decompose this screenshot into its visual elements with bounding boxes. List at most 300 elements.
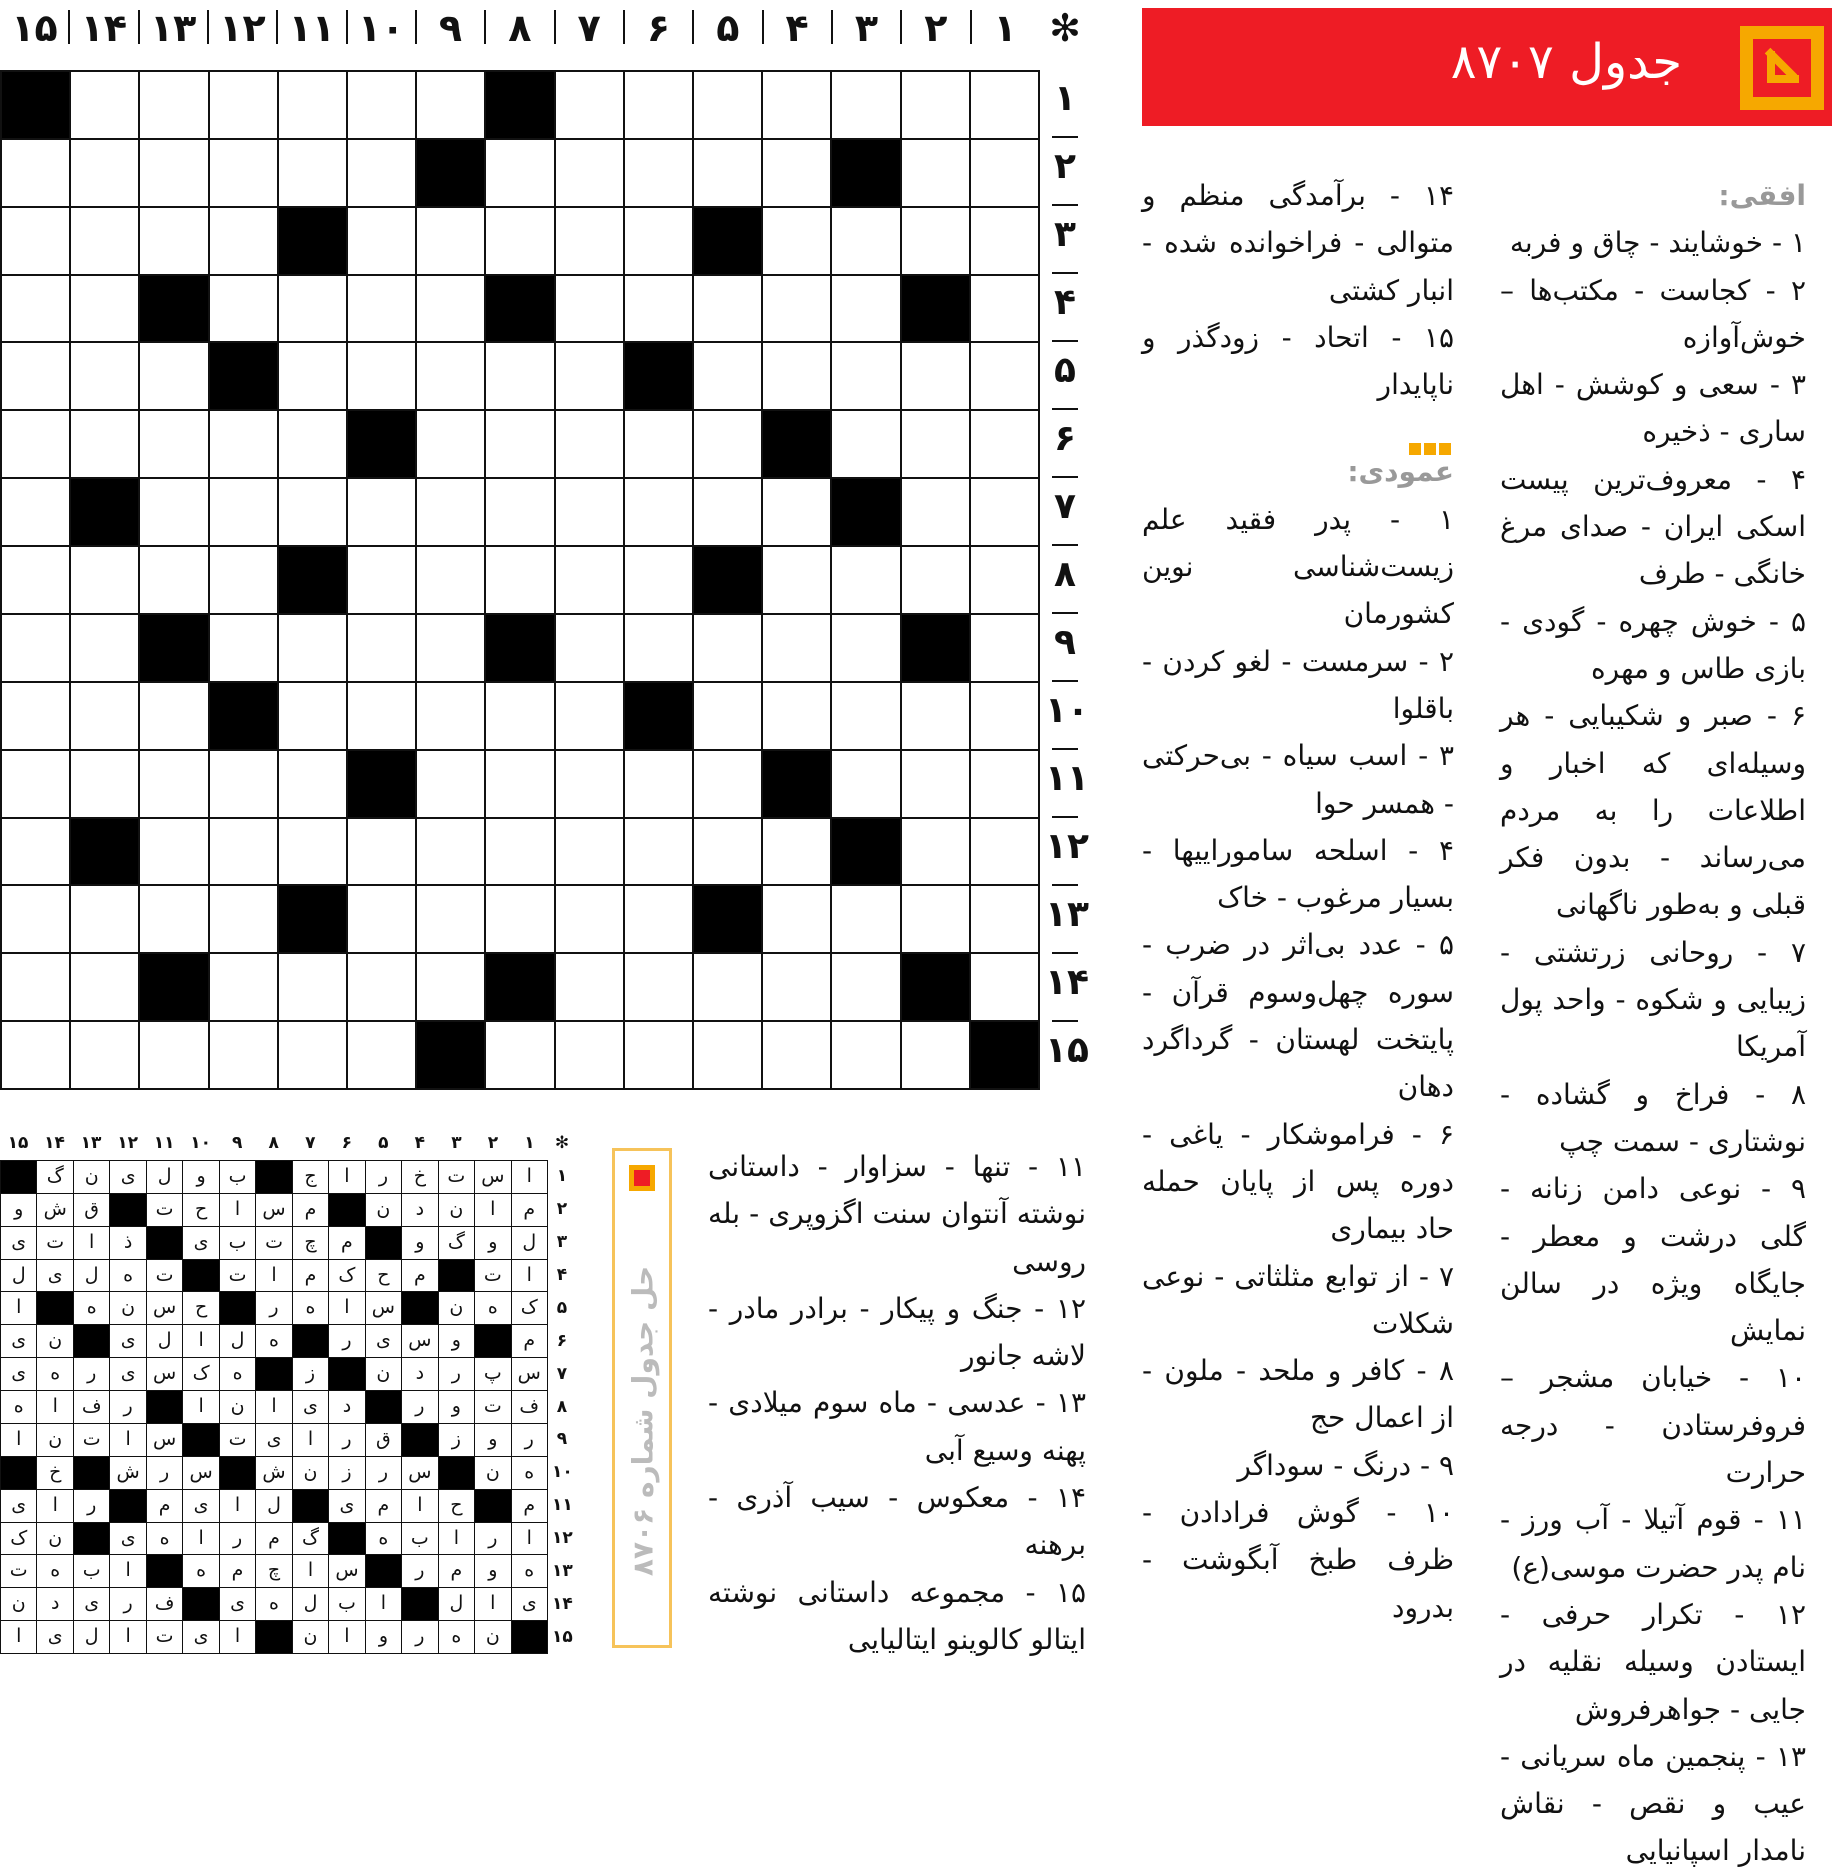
solution-cell: ا bbox=[74, 1227, 110, 1260]
clue: ۲ - کجاست - مکتب‌ها – خوش‌آوازه bbox=[1500, 273, 1806, 354]
solution-cell bbox=[183, 1588, 219, 1621]
across-heading: افقی: bbox=[1718, 179, 1806, 212]
grid-cell bbox=[417, 72, 486, 140]
solution-cell: ی bbox=[37, 1260, 73, 1293]
solution-cell: ه bbox=[147, 1523, 183, 1556]
solution-cell: ه bbox=[37, 1358, 73, 1391]
grid-cell bbox=[625, 208, 694, 276]
grid-cell bbox=[625, 72, 694, 140]
grid-cell bbox=[279, 886, 348, 954]
grid-cell bbox=[694, 343, 763, 411]
grid-cell bbox=[348, 547, 417, 615]
column-separator bbox=[692, 10, 694, 44]
solution-cell: خ bbox=[37, 1457, 73, 1490]
grid-cell bbox=[348, 72, 417, 140]
column-separator bbox=[276, 10, 278, 44]
clue: ۳ - سعی و کوشش - اهل ساری - ذخیره bbox=[1500, 368, 1806, 449]
solution-cell: ن bbox=[74, 1161, 110, 1194]
column-separator bbox=[762, 10, 764, 44]
solution-cell: ت bbox=[147, 1194, 183, 1227]
grid-cell bbox=[971, 411, 1040, 479]
solution-cell: ذ bbox=[110, 1227, 146, 1260]
grid-cell bbox=[2, 208, 71, 276]
solution-cell: و bbox=[1, 1194, 37, 1227]
grid-cell bbox=[279, 954, 348, 1022]
solution-cell bbox=[1, 1161, 37, 1194]
solution-label: حل جدول شماره ۸۷۰۶ bbox=[626, 1265, 660, 1577]
solution-cell: ا bbox=[220, 1621, 256, 1654]
row-number: ۱۲ bbox=[1045, 826, 1089, 867]
solution-cell: م bbox=[256, 1523, 292, 1556]
grid-cell bbox=[279, 479, 348, 547]
row-separator bbox=[1052, 816, 1078, 818]
grid-cell bbox=[902, 1022, 971, 1090]
row-number: ۷ bbox=[1054, 486, 1076, 527]
clue: ۱۵ - اتحاد - زودگذر و ناپایدار bbox=[1142, 320, 1454, 402]
column-number: ۲ bbox=[924, 6, 948, 50]
grid-cell bbox=[971, 751, 1040, 819]
solution-row-number: ۱۳ bbox=[552, 1561, 573, 1582]
grid-cell bbox=[2, 886, 71, 954]
grid-cell bbox=[348, 954, 417, 1022]
grid-cell bbox=[625, 479, 694, 547]
solution-cell: ا bbox=[1, 1621, 37, 1654]
grid-cell bbox=[556, 615, 625, 683]
solution-cell bbox=[256, 1358, 292, 1391]
grid-cell bbox=[417, 547, 486, 615]
grid-cell bbox=[971, 615, 1040, 683]
solution-cell: گ bbox=[293, 1523, 329, 1556]
clue: ۱۱ - تنها - سزاوار - داستانی نوشته آنتوان سنت اگزوپری - بله روسی bbox=[708, 1150, 1086, 1278]
solution-cell: ت bbox=[74, 1424, 110, 1457]
grid-cell bbox=[71, 1022, 140, 1090]
solution-cell: س bbox=[183, 1457, 219, 1490]
grid-cell bbox=[71, 547, 140, 615]
row-number: ۶ bbox=[1054, 418, 1076, 459]
column-number: ۱۲ bbox=[219, 6, 266, 50]
solution-cell: ر bbox=[512, 1424, 548, 1457]
grid-cell bbox=[902, 479, 971, 547]
grid-cell bbox=[486, 140, 555, 208]
grid-cell bbox=[279, 140, 348, 208]
solution-cell bbox=[220, 1457, 256, 1490]
grid-cell bbox=[348, 886, 417, 954]
solution-cell: ن bbox=[1, 1588, 37, 1621]
grid-cell bbox=[210, 208, 279, 276]
solution-cell: ر bbox=[256, 1292, 292, 1325]
solution-label-box bbox=[612, 1148, 672, 1648]
grid-cell bbox=[694, 1022, 763, 1090]
solution-cell: ن bbox=[475, 1621, 511, 1654]
column-separator bbox=[623, 10, 625, 44]
column-number: ۴ bbox=[785, 6, 809, 50]
solution-cell: ق bbox=[366, 1424, 402, 1457]
grid-cell bbox=[71, 343, 140, 411]
solution-cell: ح bbox=[183, 1194, 219, 1227]
solution-row-number: ۲ bbox=[556, 1198, 568, 1219]
column-separator bbox=[484, 10, 486, 44]
solution-row-number: ۱۰ bbox=[552, 1462, 573, 1483]
grid-cell bbox=[763, 954, 832, 1022]
grid-cell bbox=[694, 479, 763, 547]
grid-cell bbox=[556, 547, 625, 615]
solution-cell bbox=[366, 1555, 402, 1588]
clue: ۱۲ - جنگ و پیکار - برادر مادر - لاشه جانور bbox=[708, 1291, 1086, 1373]
grid-cell bbox=[556, 886, 625, 954]
solution-column-number: ۱ bbox=[524, 1133, 535, 1153]
solution-cell: ن bbox=[110, 1292, 146, 1325]
solution-cell: ه bbox=[256, 1325, 292, 1358]
column-number: ۱ bbox=[993, 6, 1017, 50]
solution-column-number: ۱۱ bbox=[153, 1133, 175, 1153]
grid-cell bbox=[486, 72, 555, 140]
grid-cell bbox=[902, 72, 971, 140]
grid-cell bbox=[971, 819, 1040, 887]
solution-cell: ت bbox=[220, 1260, 256, 1293]
solution-cell bbox=[256, 1621, 292, 1654]
solution-cell: ی bbox=[1, 1358, 37, 1391]
grid-cell bbox=[832, 683, 901, 751]
solution-cell: ت bbox=[256, 1227, 292, 1260]
solution-cell: ه bbox=[366, 1523, 402, 1556]
solution-cell: ر bbox=[402, 1555, 438, 1588]
solution-cell: و bbox=[366, 1621, 402, 1654]
grid-cell bbox=[210, 276, 279, 344]
grid-cell bbox=[2, 411, 71, 479]
row-number: ۲ bbox=[1054, 146, 1076, 187]
solution-cell: ی bbox=[110, 1358, 146, 1391]
column-number: ۱۴ bbox=[80, 6, 128, 50]
grid-cell bbox=[348, 411, 417, 479]
grid-cell bbox=[279, 751, 348, 819]
solution-cell: س bbox=[366, 1292, 402, 1325]
grid-cell bbox=[71, 886, 140, 954]
solution-cell: ی bbox=[37, 1621, 73, 1654]
grid-cell bbox=[763, 140, 832, 208]
clue: ۷ - از توابع مثلثاتی - نوعی شکلات bbox=[1142, 1259, 1454, 1340]
solution-cell: م bbox=[512, 1194, 548, 1227]
solution-cell: ا bbox=[220, 1194, 256, 1227]
solution-cell: ت bbox=[37, 1227, 73, 1260]
grid-cell bbox=[694, 276, 763, 344]
grid-cell bbox=[694, 751, 763, 819]
grid-cell bbox=[694, 615, 763, 683]
grid-cell bbox=[832, 751, 901, 819]
clue: ۱۴ - معکوس - سیب آذری - برهنه bbox=[708, 1481, 1086, 1562]
grid-cell bbox=[486, 343, 555, 411]
solution-cell: ل bbox=[220, 1325, 256, 1358]
grid-cell bbox=[417, 411, 486, 479]
solution-cell: ا bbox=[1, 1292, 37, 1325]
grid-cell bbox=[486, 479, 555, 547]
grid-cell bbox=[832, 208, 901, 276]
grid-cell bbox=[279, 411, 348, 479]
grid-cell bbox=[763, 615, 832, 683]
solution-cell: ن bbox=[293, 1621, 329, 1654]
row-separator bbox=[1052, 340, 1078, 342]
solution-cell: ر bbox=[329, 1424, 365, 1457]
row-number: ۳ bbox=[1054, 214, 1076, 255]
column-number: ۳ bbox=[854, 6, 879, 50]
grid-cell bbox=[210, 140, 279, 208]
grid-cell bbox=[140, 276, 209, 344]
solution-cell: و bbox=[439, 1325, 475, 1358]
grid-cell bbox=[971, 683, 1040, 751]
solution-cell: ن bbox=[366, 1194, 402, 1227]
solution-cell: ی bbox=[183, 1621, 219, 1654]
solution-cell: ر bbox=[110, 1588, 146, 1621]
grid-cell bbox=[832, 140, 901, 208]
solution-cell: س bbox=[256, 1194, 292, 1227]
solution-cell: ا bbox=[110, 1555, 146, 1588]
solution-cell: ی bbox=[329, 1490, 365, 1523]
solution-row-number: ۸ bbox=[556, 1396, 568, 1417]
clue: ۱۰ - گوش فرادادن - ظرف طبخ آبگوشت - بدرود bbox=[1142, 1496, 1454, 1624]
clue: ۲ - سرمست - لغو کردن - باقلوا bbox=[1142, 644, 1454, 725]
grid-cell bbox=[279, 683, 348, 751]
solution-cell: ه bbox=[512, 1555, 548, 1588]
solution-cell bbox=[402, 1424, 438, 1457]
solution-cell: س bbox=[147, 1424, 183, 1457]
grid-cell bbox=[417, 751, 486, 819]
solution-column-number: ۲ bbox=[487, 1133, 499, 1153]
solution-cell: ا bbox=[110, 1621, 146, 1654]
grid-cell bbox=[71, 615, 140, 683]
solution-cell: ب bbox=[402, 1523, 438, 1556]
solution-cell: ب bbox=[74, 1555, 110, 1588]
solution-column-number: ۴ bbox=[414, 1133, 426, 1153]
solution-cell: ی bbox=[74, 1588, 110, 1621]
grid-cell bbox=[210, 479, 279, 547]
grid-cell bbox=[417, 479, 486, 547]
grid-cell bbox=[832, 886, 901, 954]
grid-cell bbox=[971, 343, 1040, 411]
solution-cell: چ bbox=[293, 1227, 329, 1260]
solution-column-number: ۳ bbox=[451, 1133, 462, 1153]
solution-cell: ه bbox=[1, 1391, 37, 1424]
solution-cell: ن bbox=[475, 1457, 511, 1490]
solution-cell: س bbox=[402, 1457, 438, 1490]
solution-cell: ه bbox=[475, 1292, 511, 1325]
grid-cell bbox=[2, 751, 71, 819]
solution-column-number: ۱۲ bbox=[117, 1133, 138, 1153]
solution-row-number: ۹ bbox=[556, 1429, 568, 1450]
grid-cell bbox=[417, 615, 486, 683]
row-separator bbox=[1052, 476, 1078, 478]
solution-cell: ه bbox=[439, 1621, 475, 1654]
grid-cell bbox=[556, 683, 625, 751]
grid-cell bbox=[140, 411, 209, 479]
grid-cell bbox=[417, 886, 486, 954]
solution-cell bbox=[329, 1194, 365, 1227]
separator-dots-icon bbox=[1408, 408, 1454, 448]
solution-cell bbox=[439, 1457, 475, 1490]
solution-cell: ی bbox=[183, 1490, 219, 1523]
grid-cell bbox=[694, 819, 763, 887]
solution-column-number: ۱۴ bbox=[44, 1133, 65, 1153]
clue: ۶ - فراموشکار - یاغی - دوره پس از پایان حمله حاد بیماری bbox=[1142, 1117, 1454, 1246]
grid-cell bbox=[556, 140, 625, 208]
solution-cell bbox=[402, 1292, 438, 1325]
solution-cell: ح bbox=[183, 1292, 219, 1325]
grid-cell bbox=[625, 751, 694, 819]
solution-cell bbox=[366, 1391, 402, 1424]
grid-cell bbox=[694, 208, 763, 276]
solution-cell: ل bbox=[439, 1588, 475, 1621]
row-number: ۴ bbox=[1054, 282, 1076, 323]
solution-cell: ه bbox=[256, 1588, 292, 1621]
grid-cell bbox=[417, 1022, 486, 1090]
solution-cell: ر bbox=[366, 1457, 402, 1490]
row-separator bbox=[1052, 408, 1078, 410]
grid-cell bbox=[902, 751, 971, 819]
grid-cell bbox=[971, 886, 1040, 954]
solution-cell: ا bbox=[183, 1523, 219, 1556]
grid-cell bbox=[556, 343, 625, 411]
solution-cell bbox=[74, 1457, 110, 1490]
column-separator bbox=[554, 10, 556, 44]
grid-cell bbox=[486, 276, 555, 344]
solution-cell: س bbox=[402, 1325, 438, 1358]
grid-cell bbox=[279, 276, 348, 344]
solution-row-number: ۴ bbox=[556, 1264, 568, 1285]
grid-cell bbox=[486, 1022, 555, 1090]
column-number: ۹ bbox=[438, 6, 463, 50]
solution-cell: و bbox=[475, 1227, 511, 1260]
solution-cell: ا bbox=[183, 1325, 219, 1358]
solution-cell: ا bbox=[475, 1588, 511, 1621]
grid-cell bbox=[486, 411, 555, 479]
column-separator bbox=[207, 10, 209, 44]
clue: ۹ - نوعی دامن زنانه - گلی درشت و معطر - جایگاه ویژه در سالن نمایش bbox=[1500, 1172, 1806, 1348]
grid-cell bbox=[763, 547, 832, 615]
grid-cell bbox=[556, 751, 625, 819]
grid-cell bbox=[210, 954, 279, 1022]
grid-cell bbox=[832, 819, 901, 887]
solution-cell: ل bbox=[74, 1260, 110, 1293]
solution-cell: ک bbox=[183, 1358, 219, 1391]
grid-cell bbox=[417, 343, 486, 411]
crossword-grid bbox=[0, 70, 1040, 1090]
grid-cell bbox=[763, 1022, 832, 1090]
grid-cell bbox=[971, 140, 1040, 208]
solution-cell: س bbox=[147, 1292, 183, 1325]
solution-row-number: ۱۵ bbox=[552, 1627, 573, 1648]
solution-cell: ه bbox=[74, 1292, 110, 1325]
solution-cell: ت bbox=[475, 1391, 511, 1424]
grid-cell bbox=[763, 411, 832, 479]
clue: ۱ - پدر فقید علم زیست‌شناسی نوین کشورمان bbox=[1142, 502, 1454, 631]
solution-cell bbox=[475, 1325, 511, 1358]
grid-cell bbox=[2, 343, 71, 411]
solution-cell: ی bbox=[110, 1523, 146, 1556]
solution-cell: ل bbox=[512, 1227, 548, 1260]
solution-cell bbox=[1, 1457, 37, 1490]
solution-cell: م bbox=[512, 1490, 548, 1523]
grid-cell bbox=[486, 683, 555, 751]
solution-cell: ه bbox=[512, 1457, 548, 1490]
solution-cell: س bbox=[329, 1555, 365, 1588]
grid-cell bbox=[486, 954, 555, 1022]
grid-cell bbox=[625, 411, 694, 479]
grid-cell bbox=[971, 1022, 1040, 1090]
solution-cell: ا bbox=[183, 1391, 219, 1424]
column-number: ۱۵ bbox=[11, 6, 58, 50]
row-separator bbox=[1052, 884, 1078, 886]
solution-corner-star-icon: ✻ bbox=[554, 1133, 570, 1153]
row-separator bbox=[1052, 680, 1078, 682]
grid-cell bbox=[832, 547, 901, 615]
solution-cell: ر bbox=[74, 1490, 110, 1523]
grid-cell bbox=[210, 1022, 279, 1090]
solution-cell: ن bbox=[37, 1523, 73, 1556]
grid-cell bbox=[625, 1022, 694, 1090]
grid-cell bbox=[279, 208, 348, 276]
grid-cell bbox=[832, 72, 901, 140]
solution-cell: ن bbox=[293, 1457, 329, 1490]
solution-cell: ی bbox=[183, 1227, 219, 1260]
grid-cell bbox=[2, 72, 71, 140]
solution-cell: ر bbox=[402, 1621, 438, 1654]
grid-cell bbox=[140, 886, 209, 954]
solution-cell: ر bbox=[220, 1523, 256, 1556]
grid-cell bbox=[140, 343, 209, 411]
clue: ۱ - خوشایند - چاق و فربه bbox=[1509, 226, 1806, 260]
solution-cell: م bbox=[147, 1490, 183, 1523]
grid-cell bbox=[140, 954, 209, 1022]
solution-cell: ک bbox=[1, 1523, 37, 1556]
grid-cell bbox=[486, 547, 555, 615]
grid-cell bbox=[832, 1022, 901, 1090]
solution-cell: د bbox=[329, 1391, 365, 1424]
grid-cell bbox=[210, 343, 279, 411]
grid-cell bbox=[210, 886, 279, 954]
clues-column-middle bbox=[1142, 172, 1454, 1631]
grid-cell bbox=[2, 615, 71, 683]
grid-cell bbox=[625, 140, 694, 208]
solution-column-number: ۶ bbox=[341, 1133, 352, 1153]
solution-cell: ی bbox=[293, 1391, 329, 1424]
solution-cell: ا bbox=[402, 1490, 438, 1523]
row-number: ۹ bbox=[1054, 622, 1076, 663]
grid-cell bbox=[556, 954, 625, 1022]
grid-cell bbox=[902, 683, 971, 751]
grid-cell bbox=[2, 954, 71, 1022]
solution-row-number: ۱۴ bbox=[552, 1594, 573, 1615]
solution-cell: ز bbox=[329, 1457, 365, 1490]
row-number: ۱۵ bbox=[1045, 1030, 1089, 1071]
down-heading: عمودی: bbox=[1347, 455, 1454, 489]
grid-cell bbox=[832, 276, 901, 344]
grid-cell bbox=[625, 683, 694, 751]
solution-cell: ا bbox=[256, 1260, 292, 1293]
solution-column-number: ۸ bbox=[268, 1133, 279, 1153]
row-separator bbox=[1052, 748, 1078, 750]
solution-cell: ی bbox=[220, 1588, 256, 1621]
solution-row-number: ۵ bbox=[556, 1297, 568, 1318]
clue: ۱۴ - برآمدگی منظم و متوالی - فراخوانده شده - انبار کشتی bbox=[1142, 179, 1454, 307]
solution-row-number: ۷ bbox=[556, 1363, 568, 1384]
grid-cell bbox=[348, 479, 417, 547]
grid-cell bbox=[348, 1022, 417, 1090]
grid-cell bbox=[556, 411, 625, 479]
column-separator bbox=[138, 10, 140, 44]
grid-cell bbox=[140, 751, 209, 819]
solution-cell: ر bbox=[439, 1358, 475, 1391]
grid-cell bbox=[2, 140, 71, 208]
corner-star-icon: ✻ bbox=[1049, 6, 1081, 50]
grid-cell bbox=[486, 819, 555, 887]
